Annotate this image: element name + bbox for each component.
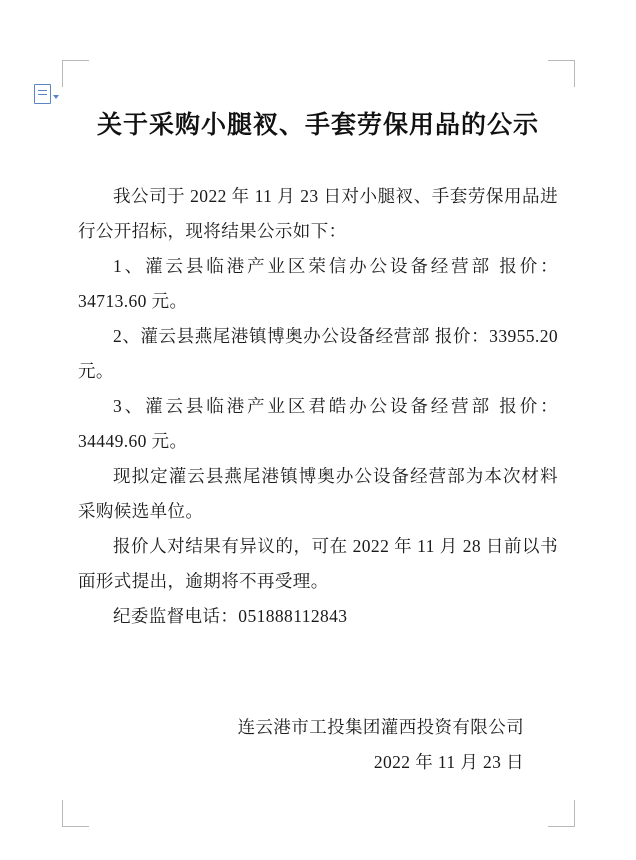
paragraph-bid-2: 2、灌云县燕尾港镇博奥办公设备经营部 报价：33955.20 元。 [78,326,558,381]
paragraph-intro: 我公司于 2022 年 11 月 23 日对小腿衩、手套劳保用品进行公开招标，现将结果公示如下： [78,186,558,241]
paragraph-selected-unit: 现拟定灌云县燕尾港镇博奥办公设备经营部为本次材料采购候选单位。 [78,466,558,521]
signature-block [78,710,558,780]
document-thumbnail-widget[interactable] [34,84,59,104]
paragraph-bid-1: 1、灌云县临港产业区荣信办公设备经营部 报价：34713.60 元。 [78,256,558,311]
signature-organization: 连云港市工投集团灌西投资有限公司 [237,717,524,737]
paragraph-objection: 报价人对结果有异议的，可在 2022 年 11 月 28 日前以书面形式提出，逾期将不再受理。 [78,536,558,591]
chevron-down-icon[interactable] [53,95,59,99]
paragraph-supervision-phone: 纪委监督电话：051888112843 [113,606,348,626]
document-body [78,179,558,634]
page-title: 关于采购小腿衩、手套劳保用品的公示 [96,112,539,139]
document-page [78,60,558,840]
paragraph-bid-3: 3、灌云县临港产业区君皓办公设备经营部 报价：34449.60 元。 [78,396,558,451]
signature-date: 2022 年 11 月 23 日 [373,752,524,772]
document-icon [34,84,51,104]
